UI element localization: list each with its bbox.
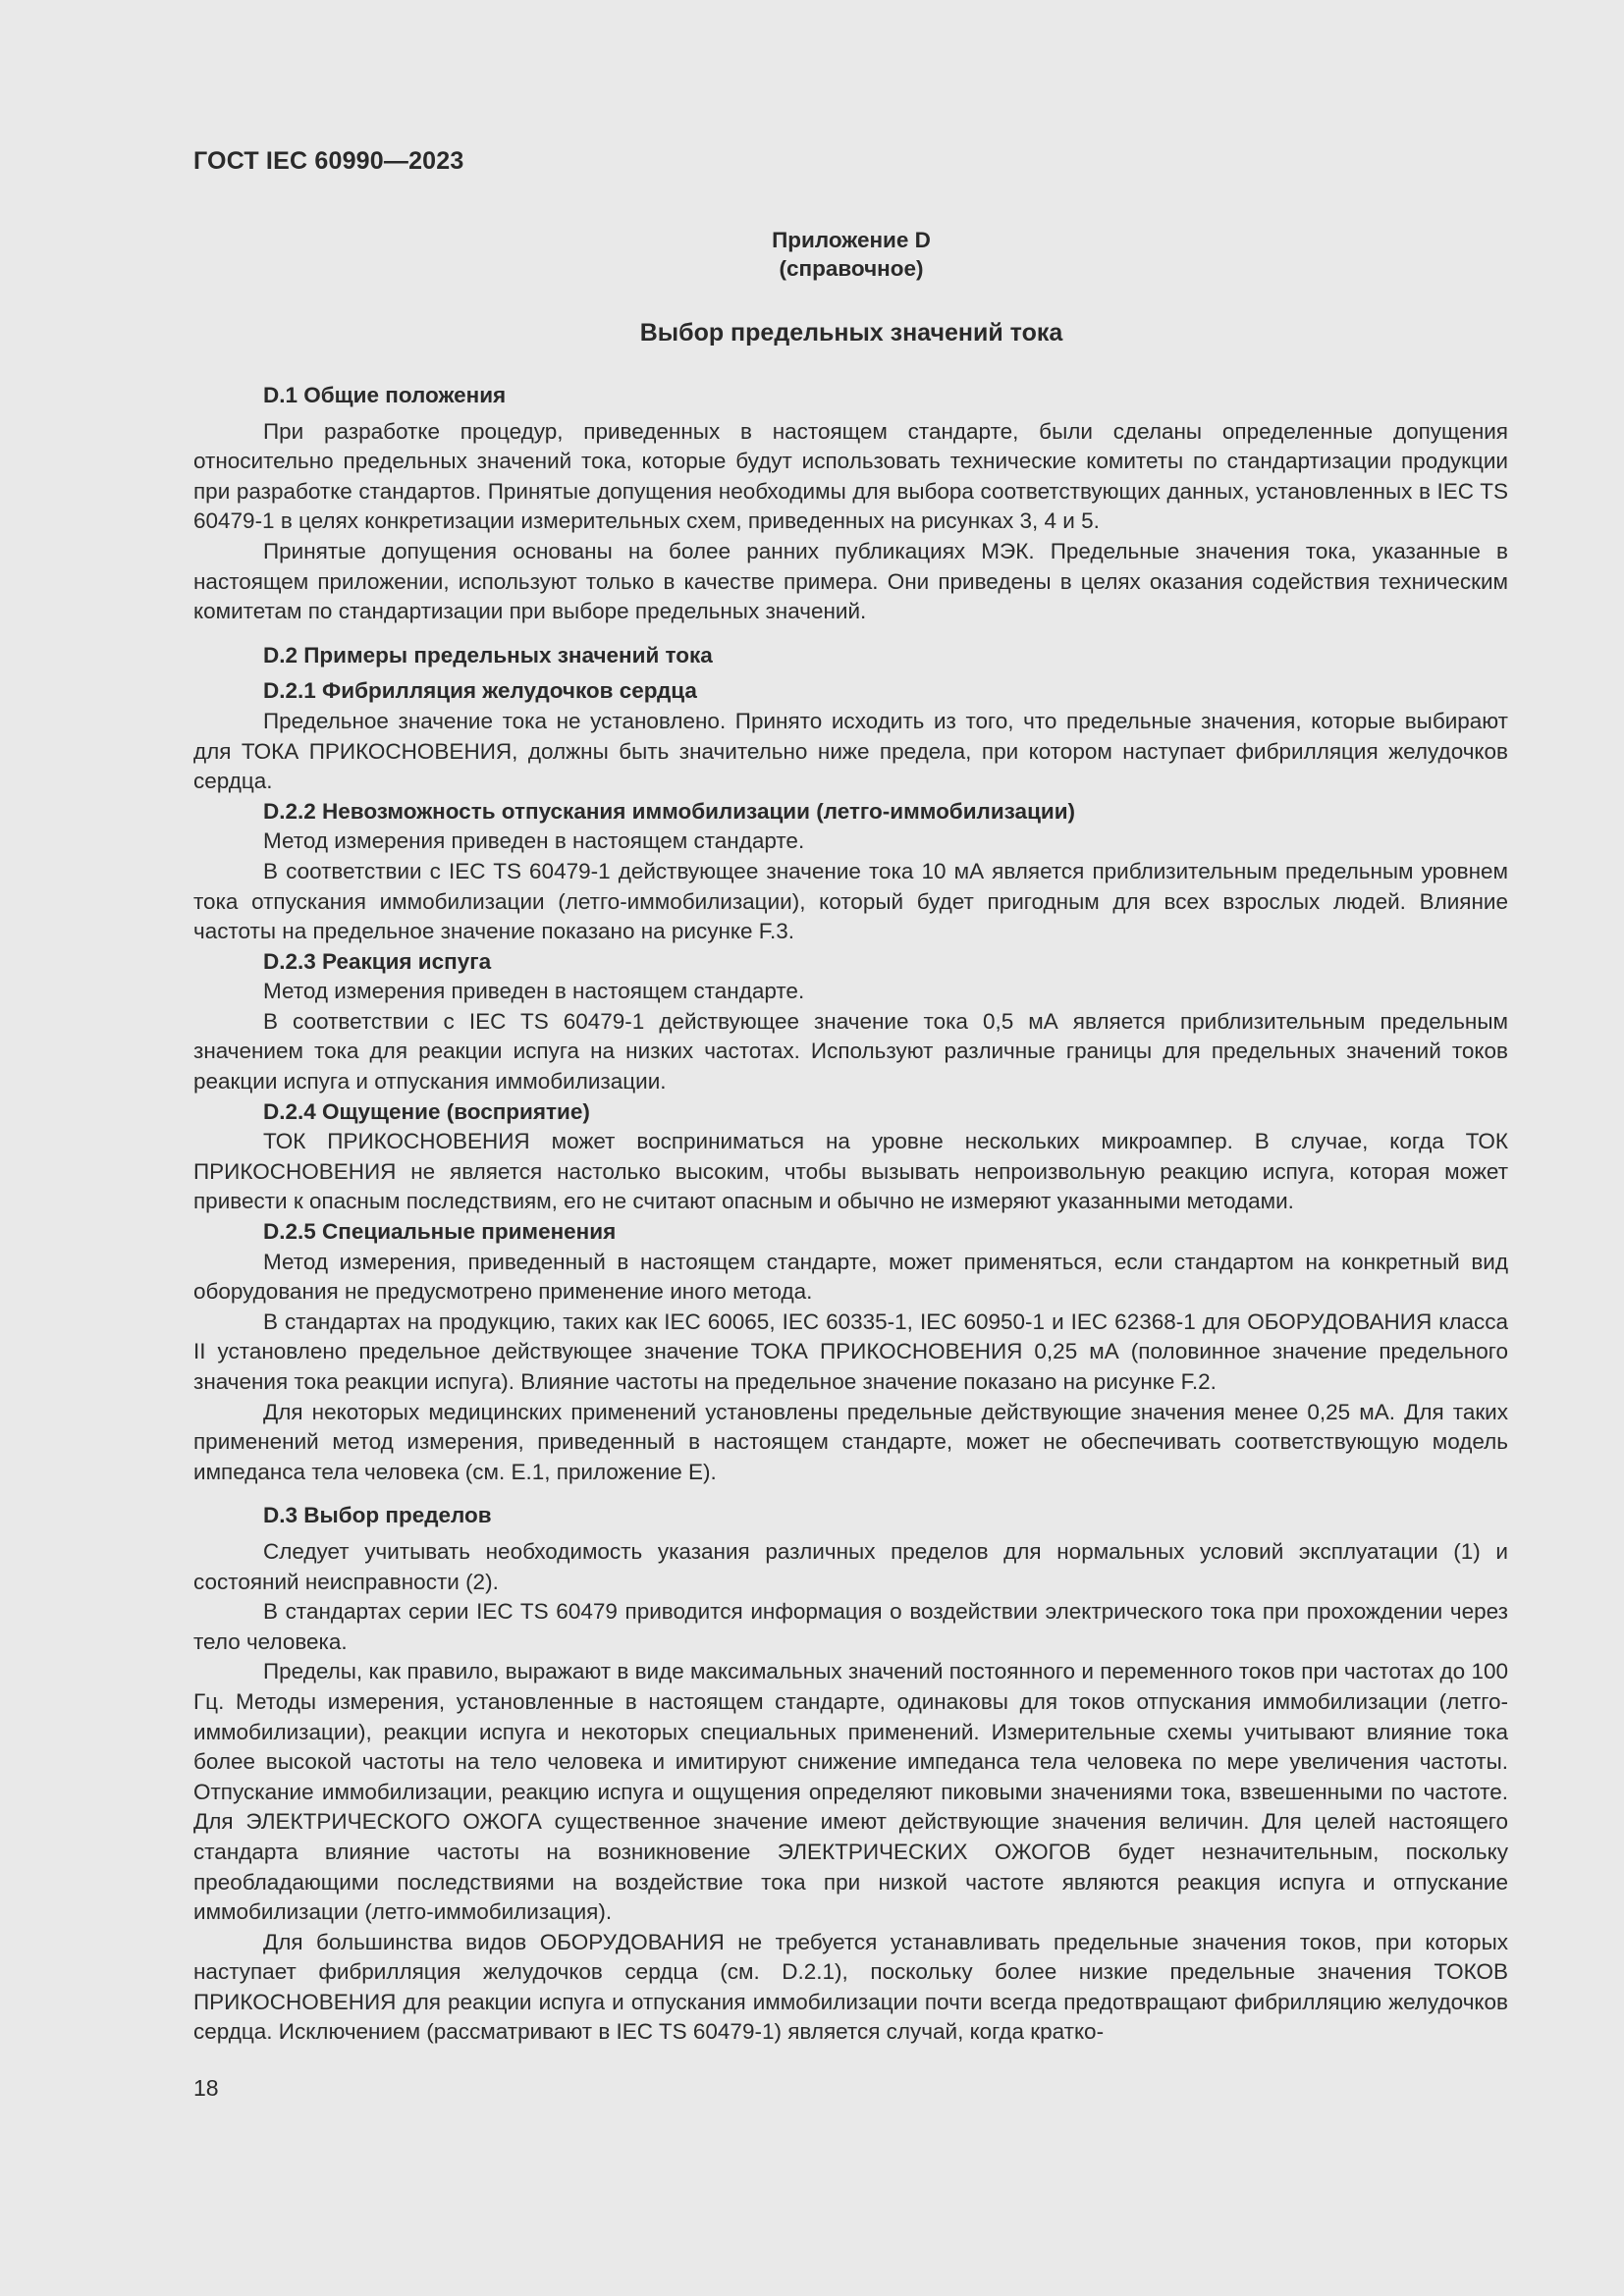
annex-subtitle: (справочное) xyxy=(779,256,924,281)
paragraph: Пределы, как правило, выражают в виде максимальных значений постоянного и переменного токов при частотах до 100 Гц. Методы измерения, установленные в настоящем стандарте, одинаковы для токов отпускания иммобилизации (летго-иммобилизации), реакции испуга и некоторых специальных применений. Измерительные схемы учитывают влияние тока более высокой частоты на тело человека и имитируют снижение импеданса тела человека по мере увеличения частоты. Отпускание иммобилизации, реакцию испуга и ощущения определяют пиковыми значениями тока, взвешенными по частоте. Для ЭЛЕКТРИЧЕСКОГО ОЖОГА существенное значение имеют действующие значения величин. Для целей настоящего стандарта влияние частоты на возникновение ЭЛЕКТРИЧЕСКИХ ОЖОГОВ будет незначительным, поскольку преобладающими последствиями на воздействие тока при низкой частоте являются реакция испуга и отпускание иммобилизации (летго-иммобилизация). xyxy=(193,1659,1508,1925)
paragraph: В стандартах на продукцию, таких как IEC 60065, IEC 60335-1, IEC 60950-1 и IEC 62368-1 для ОБОРУДОВАНИЯ класса II установлено предельное действующее значение ТОКА ПРИКОСНОВЕНИЯ 0,25 мА (половинное значение предельного значения тока реакции испуга). Влияние частоты на предельное значение показано на рисунке F.2. xyxy=(193,1308,1508,1394)
paragraph: В соответствии с IEC TS 60479-1 действующее значение тока 10 мА является приблизительным предельным уровнем тока отпускания иммобилизации (летго-иммобилизации), который будет пригодным для всех взрослых людей. Влияние частоты на предельное значение показано на рисунке F.3. xyxy=(193,858,1508,944)
heading-d2-4: D.2.4 Ощущение (восприятие) xyxy=(263,1098,590,1124)
heading-d3: D.3 Выбор пределов xyxy=(263,1503,492,1528)
annex-title: Приложение D xyxy=(772,228,931,252)
heading-d2-3: D.2.3 Реакция испуга xyxy=(263,948,492,974)
heading-d2-1: D.2.1 Фибрилляция желудочков сердца xyxy=(263,678,697,704)
paragraph: В соответствии с IEC TS 60479-1 действующее значение тока 0,5 мА является приблизительным предельным значением тока для реакции испуга на низких частотах. Используют различные границы для предельных значений токов реакции испуга и отпускания иммобилизации. xyxy=(193,1008,1508,1095)
paragraph: Следует учитывать необходимость указания различных пределов для нормальных условий эксплуатации (1) и состояний неисправности (2). xyxy=(193,1538,1508,1594)
paragraph: ТОК ПРИКОСНОВЕНИЯ может восприниматься на уровне нескольких микроампер. В случае, когда ТОК ПРИКОСНОВЕНИЯ не является настолько высоким, чтобы вызывать непроизвольную реакцию испуга, которая может привести к опасным последствиям, его не считают опасным и обычно не измеряют указанными методами. xyxy=(193,1129,1508,1214)
paragraph: Для некоторых медицинских применений установлены предельные действующие значения менее 0,25 мА. Для таких применений метод измерения, приведенный в настоящем стандарте, может не обеспечивать соответствующую модель импеданса тела человека (см. E.1, приложение E). xyxy=(193,1399,1508,1484)
document-body xyxy=(193,381,1508,2048)
paragraph: Метод измерения приведен в настоящем стандарте. xyxy=(263,979,805,1004)
heading-d2: D.2 Примеры предельных значений тока xyxy=(263,642,713,667)
paragraph: Метод измерения приведен в настоящем стандарте. xyxy=(263,828,805,854)
heading-d1: D.1 Общие положения xyxy=(263,383,507,407)
paragraph: Для большинства видов ОБОРУДОВАНИЯ не требуется устанавливать предельные значения токов, при которых наступает фибрилляция желудочков сердца (см. D.2.1), поскольку более низкие предельные значения ТОКОВ ПРИКОСНОВЕНИЯ для реакции испуга и отпускания иммобилизации почти всегда предотвращают фибрилляцию желудочков сердца. Исключением (рассматривают в IEC TS 60479-1) является случай, когда кратко- xyxy=(193,1929,1508,2045)
page-number: 18 xyxy=(193,2075,219,2101)
heading-d2-5: D.2.5 Специальные применения xyxy=(263,1219,617,1245)
paragraph: В стандартах серии IEC TS 60479 приводится информация о воздействии электрического тока при прохождении через тело человека. xyxy=(193,1599,1508,1654)
paragraph: Принятые допущения основаны на более ранних публикациях МЭК. Предельные значения тока, указанные в настоящем приложении, используют только в качестве примера. Они приведены в целях оказания содействия техническим комитетам по стандартизации при выборе предельных значений. xyxy=(193,538,1508,624)
heading-d2-2: D.2.2 Невозможность отпускания иммобилизации (летго-иммобилизации) xyxy=(263,798,1076,824)
section-title: Выбор предельных значений тока xyxy=(639,319,1063,347)
paragraph: Предельное значение тока не установлено. Принято исходить из того, что предельные значения, которые выбирают для ТОКА ПРИКОСНОВЕНИЯ, должны быть значительно ниже предела, при котором наступает фибрилляция желудочков сердца. xyxy=(193,708,1508,794)
annex-heading xyxy=(0,226,1624,283)
paragraph: Метод измерения, приведенный в настоящем стандарте, может применяться, если стандартом на конкретный вид оборудования не предусмотрено применение иного метода. xyxy=(193,1249,1508,1305)
standard-header: ГОСТ IEC 60990—2023 xyxy=(193,147,464,175)
paragraph: При разработке процедур, приведенных в настоящем стандарте, были сделаны определенные допущения относительно предельных значений тока, которые будут использовать технические комитеты по стандартизации продукции при разработке стандартов. Принятые допущения необходимы для выбора соответствующих данных, установленных в IEC TS 60479-1 в целях конкретизации измерительных схем, приведенных на рисунках 3, 4 и 5. xyxy=(193,418,1508,534)
